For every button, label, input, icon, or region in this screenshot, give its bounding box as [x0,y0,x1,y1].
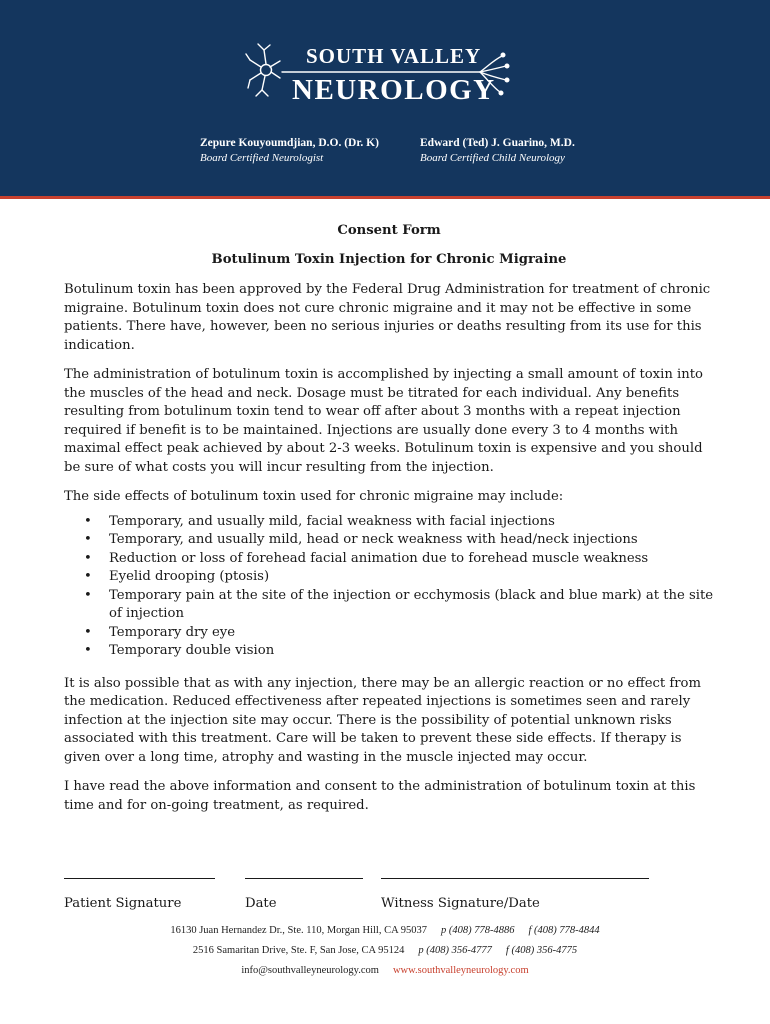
footer-line-1 [0,925,770,936]
list-item: • Eyelid drooping (ptosis) [109,568,714,587]
footer-address-1: 16130 Juan Hernandez Dr., Ste. 110, Morgan Hill, CA 95037 [170,925,427,936]
date-line[interactable] [245,878,363,879]
doctor-credential: Board Certified Neurologist [200,152,324,164]
footer-website-link[interactable]: www.southvalleyneurology.com [392,965,529,976]
footer-line-3 [0,965,770,976]
footer-line-2 [0,945,770,956]
side-effects-intro: The side effects of botulinum toxin used for chronic migraine may include: [64,489,564,504]
footer-phone-1: p (408) 778-4886 [440,925,515,936]
form-subtitle: Botulinum Toxin Injection for Chronic Migraine [211,251,567,267]
footer-fax-1: f (408) 778-4844 [528,925,600,936]
brand-name-line2: NEUROLOGY [292,74,496,106]
witness-signature-line[interactable] [381,878,649,879]
list-item: • Temporary double vision [109,642,714,661]
letterhead-stripe [0,196,770,199]
form-title: Consent Form [337,223,441,238]
list-item: • Temporary, and usually mild, head or neck weakness with head/neck injections [109,531,714,550]
footer-fax-2: f (408) 356-4775 [505,945,578,956]
patient-signature-line[interactable] [64,878,215,879]
doctor-block-1 [200,137,379,164]
paragraph-consent: I have read the above information and consent to the administration of botulinum toxin at this time and for on-going treatment, as required. [64,779,696,813]
doctor-name: Zepure Kouyoumdjian, D.O. (Dr. K) [200,137,379,149]
brand-name-line1: SOUTH VALLEY [306,44,482,68]
list-item: • Reduction or loss of forehead facial animation due to forehead muscle weakness [109,550,714,569]
doctor-block-2 [420,137,575,164]
footer-address-2: 2516 Samaritan Drive, Ste. F, San Jose, CA 95124 [192,945,405,956]
consent-form-body [64,222,714,826]
footer-email[interactable]: info@southvalleyneurology.com [241,965,379,976]
doctor-name: Edward (Ted) J. Guarino, M.D. [420,137,575,149]
paragraph-risks: It is also possible that as with any injection, there may be an allergic reaction or no effect from the medication. Reduced effectiveness after repeated injections is sometimes seen and rarely infection at the injection site may occur. There is the possibility of potential unknown risks associated with this treatment. Care will be taken to prevent these side effects. If therapy is given over a long time, atrophy and wasting in the muscle injected may occur. [64,675,702,765]
list-item: • Temporary pain at the site of the injection or ecchymosis (black and blue mark) at the site of injection [109,587,714,624]
side-effects-list [64,513,714,661]
signature-section [64,878,714,918]
witness-signature-label: Witness Signature/Date [381,896,540,911]
date-label: Date [245,896,277,911]
list-item: • Temporary dry eye [109,624,714,643]
footer-phone-2: p (408) 356-4777 [418,945,492,956]
paragraph-approval: Botulinum toxin has been approved by the Federal Drug Administration for treatment of chronic migraine. Botulinum toxin does not cure chronic migraine and it may not be effective in some patients. There have, however, been no serious injuries or deaths resulting from its use for this indication. [64,282,711,353]
doctor-credential: Board Certified Child Neurology [420,152,565,164]
paragraph-administration: The administration of botulinum toxin is accomplished by injecting a small amount of toxin into the muscles of the head and neck. Dosage must be titrated for each individual. Any benefits resulting from botulinum toxin tend to wear off after about 3 months with a repeat injection required if benefit is to be maintained. Injections are usually done every 3 to 4 months with maximal effect peak achieved by about 2-3 weeks. Botulinum toxin is expensive and you should be sure of what costs you will incur resulting from the injection. [64,367,703,475]
patient-signature-label: Patient Signature [64,896,182,911]
list-item: • Temporary, and usually mild, facial weakness with facial injections [109,513,714,532]
